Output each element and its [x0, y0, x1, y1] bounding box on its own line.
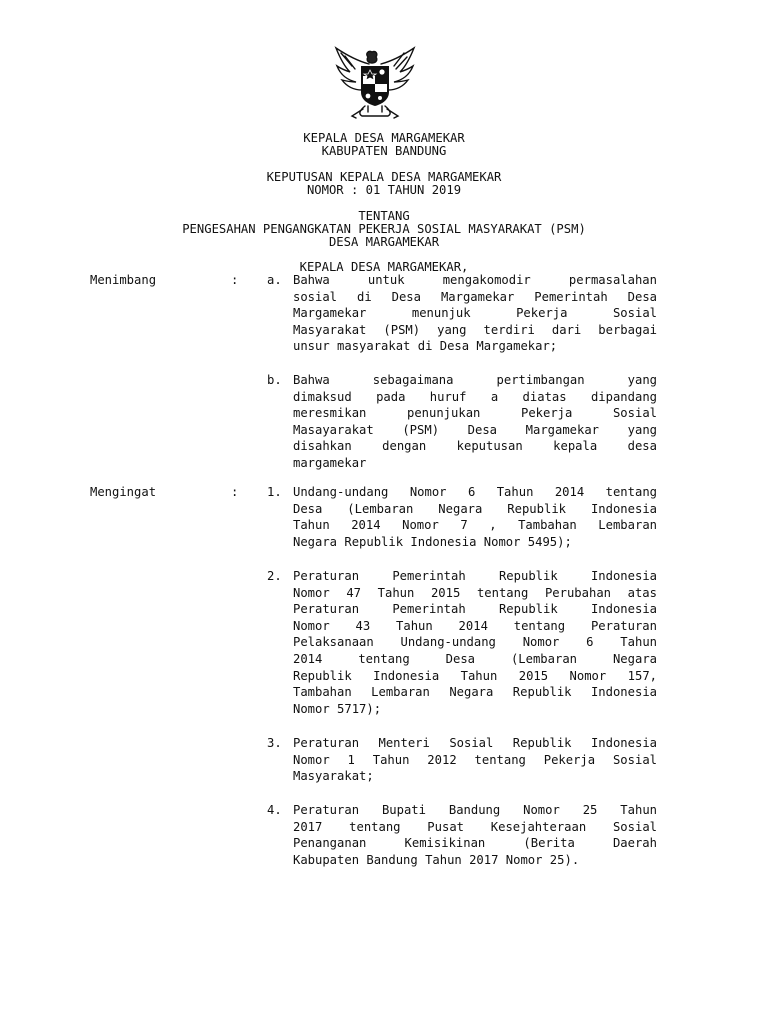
menimbang-item-b [293, 372, 657, 472]
clause-line: Margamekar menunjuk Pekerja Sosial [293, 306, 657, 321]
clause-line: Masyarakat; [293, 769, 374, 784]
clause-line: Negara Republik Indonesia Nomor 5495); [293, 534, 572, 549]
mengingat-item-marker: 3. [267, 736, 282, 750]
clause-line: meresmikan penunjukan Pekerja Sosial [293, 406, 657, 421]
clause-line: Bahwa untuk mengakomodir permasalahan [293, 273, 657, 287]
clause-line: Kabupaten Bandung Tahun 2017 Nomor 25). [293, 852, 580, 867]
clause-line: Republik Indonesia Tahun 2015 Nomor 157, [293, 668, 657, 683]
mengingat-item-marker: 2. [267, 569, 282, 583]
clause-line: Pelaksanaan Undang-undang Nomor 6 Tahun [293, 635, 657, 650]
mengingat-item-1 [293, 484, 657, 550]
header-line2: KABUPATEN BANDUNG [321, 144, 447, 158]
clause-line: Nomor 43 Tahun 2014 tentang Peraturan [293, 618, 657, 633]
issuer-line: KEPALA DESA MARGAMEKAR, [299, 260, 469, 274]
clause-line: Masayarakat (PSM) Desa Margamekar yang [293, 422, 657, 437]
mengingat-item-3 [293, 735, 657, 785]
clause-line: Desa (Lembaran Negara Republik Indonesia [293, 501, 657, 516]
mengingat-item-2 [293, 568, 657, 717]
clause-line: Masyarakat (PSM) yang terdiri dari berbagai [293, 322, 657, 337]
mengingat-label: Mengingat [90, 485, 157, 499]
clause-line: disahkan dengan keputusan kepala desa [293, 439, 657, 454]
clause-line: Nomor 5717); [293, 701, 382, 716]
menimbang-colon: : [231, 273, 239, 287]
clause-line: Peraturan Bupati Bandung Nomor 25 Tahun [293, 803, 657, 817]
clause-line: Bahwa sebagaimana pertimbangan yang [293, 373, 657, 387]
clause-line: Peraturan Pemerintah Republik Indonesia [293, 602, 657, 617]
menimbang-label: Menimbang [90, 273, 157, 287]
menimbang-item-marker: a. [267, 273, 282, 287]
mengingat-item-4 [293, 802, 657, 868]
clause-line: Undang-undang Nomor 6 Tahun 2014 tentang [293, 485, 657, 499]
clause-line: Peraturan Pemerintah Republik Indonesia [293, 569, 657, 583]
mengingat-item-marker: 4. [267, 803, 282, 817]
mengingat-colon: : [231, 485, 239, 499]
clause-line: margamekar [293, 455, 367, 470]
clause-line: Tambahan Lembaran Negara Republik Indonesia [293, 685, 657, 700]
clause-line: Tahun 2014 Nomor 7 , Tambahan Lembaran [293, 518, 657, 533]
clause-line: Penanganan Kemisikinan (Berita Daerah [293, 836, 657, 851]
mengingat-item-marker: 1. [267, 485, 282, 499]
subject-line2: DESA MARGAMEKAR [328, 235, 440, 249]
subject-line1: PENGESAHAN PENGANGKATAN PEKERJA SOSIAL MASYARAKAT (PSM) [182, 222, 586, 236]
clause-line: Peraturan Menteri Sosial Republik Indonesia [293, 736, 657, 750]
clause-line: Nomor 47 Tahun 2015 tentang Perubahan atas [293, 585, 657, 600]
header-line1: KEPALA DESA MARGAMEKAR [303, 131, 465, 145]
clause-line: unsur masyarakat di Desa Margamekar; [293, 339, 558, 354]
clause-line: 2014 tentang Desa (Lembaran Negara [293, 651, 657, 666]
decree-number: NOMOR : 01 TAHUN 2019 [306, 183, 462, 197]
about-label: TENTANG [358, 209, 410, 223]
clause-line: dimaksud pada huruf a diatas dipandang [293, 389, 657, 404]
menimbang-item-marker: b. [267, 373, 282, 387]
menimbang-item-a [293, 272, 657, 355]
decree-title: KEPUTUSAN KEPALA DESA MARGAMEKAR [266, 170, 502, 184]
clause-line: 2017 tentang Pusat Kesejahteraan Sosial [293, 819, 657, 834]
clause-line: Nomor 1 Tahun 2012 tentang Pekerja Sosial [293, 752, 657, 767]
garuda-pancasila-emblem [332, 46, 418, 122]
clause-line: sosial di Desa Margamekar Pemerintah Desa [293, 289, 657, 304]
